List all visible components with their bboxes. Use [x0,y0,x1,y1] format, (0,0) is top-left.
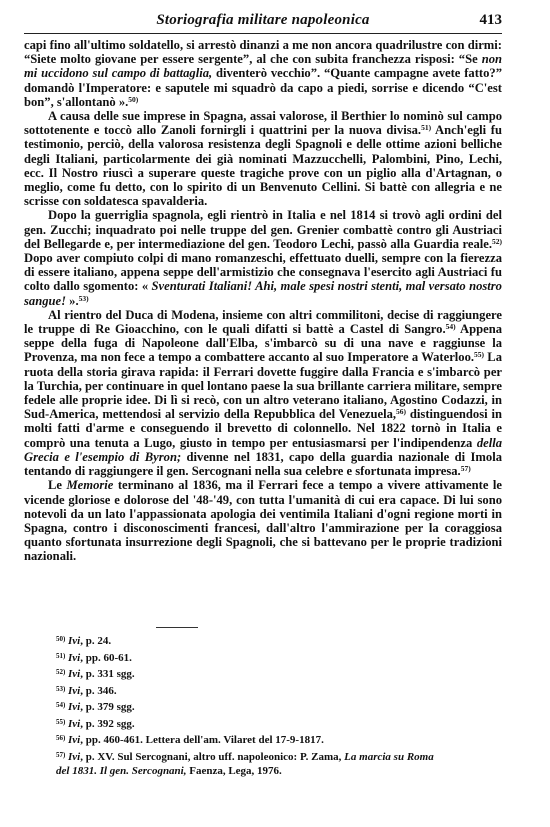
text-run: Ivi [68,651,81,664]
footnotes [56,632,502,779]
text-run: , p. 346. [80,684,117,697]
text-run: capi fino all'ultimo soldatello, si arrestò dinanzi a me non ancora quadrilustre con dirmi: “Siete molto giovane per essere sergente”, al che con subita franchezza risposi: “Se [24,38,502,67]
text-run: Memorie [66,478,114,493]
text-run: , p. 392 sgg. [80,717,135,730]
text-run: Al rientro del Duca di Modena, insieme con altri commilitoni, decise di raggiungere le truppe di Re Gioacchino, con le quali difatti si battè a Castel di Sangro. [24,307,502,337]
page-number: 413 [479,12,502,28]
footnote-number: 50) [56,635,66,643]
paragraph [24,308,502,478]
footnote-continuation [56,764,502,779]
paragraph [24,109,502,208]
text-run: Ivi [68,750,81,763]
text-run: diventerò vecchio”. “Quante campagne avete fatto?” domandò l'Imperatore: e saputele mi squadrò da capo a piedi, sorrise e dicendo “C'est bon”, s'allontanò ». [24,66,502,109]
text-run: La ruota della storia girava rapida: il Ferrari dovette fuggire dalla Francia e s'imbarcò per la Turchia, per continuare in quel lontano paese la sua brillante carriera militare, sempre fedele alle proprie idee. Di lì si recò, con un altro veterano italiano, Agostino Codazzi, in Sud-America, mettendosi al servizio della Repubblica del Venezuela, [24,350,502,422]
text-run: , p. XV. Sul Sercognani, altro uff. napoleonico: P. Zama, [80,750,345,763]
text-run: Ivi [68,684,81,697]
text-run: , p. 379 sgg. [80,701,135,713]
text-run: Ivi [68,701,81,713]
footnote-ref: 51) [421,123,432,133]
footnote [56,715,502,732]
text-run: , p. 331 sgg. [80,668,135,680]
body-text [24,38,502,564]
text-run: Ivi [68,734,81,746]
footnote [56,682,502,699]
footnote [56,698,502,715]
text-run: Dopo aver compiuto colpi di mano romanzeschi, effettuato duelli, sempre con la fierezza di essere italiano, appena seppe dell'armistizio che consegnava l'esercito agli Austriaci fu colto dallo sgomento: « [24,251,502,294]
running-title: Storiografia militare napoleonica [156,12,370,28]
text-run: A causa delle sue imprese in Spagna, assai valorose, il Berthier lo nominò sul campo sottotenente e toccò allo Zanoli fornirgli i quattrini per la nuova divisa. [24,109,502,138]
text-run: Le [48,478,67,493]
footnote-ref: 55) [474,350,485,360]
paragraph [24,208,502,307]
text-run: Appena seppe della fuga di Napoleone dall'Elba, s'imbarcò su di una nave e raggiunse la Provenza, ma non fece a tempo a combattere accanto al suo Imperatore a Waterloo. [24,322,502,365]
text-run: Ivi [68,668,81,680]
paragraph [24,38,502,109]
footnote-ref: 50) [128,94,139,104]
text-run: , pp. 460-461. Lettera dell'am. Vilaret del 17-9-1817. [80,734,324,746]
footnote-number: 53) [56,684,66,693]
paragraph [24,478,502,563]
footnote-ref: 52) [492,236,502,246]
text-run: non mi uccidono sul campo di battaglia, [24,52,502,81]
text-run: , p. 24. [80,635,112,647]
footnote [56,632,502,649]
footnote-number: 56) [56,734,66,742]
footnote [56,731,502,748]
text-run: distinguendosi in molti fatti d'arme e conseguendo il brevetto di colonnello. Nel 1822 tornò in Italia e comprò una tenuta a Lugo, giusto in tempo per entusiasmarsi per l'indipendenza [24,407,502,450]
footnote [56,649,502,666]
text-run: del 1831. Il gen. Sercognani, [56,765,187,777]
text-run: La marcia su Roma [344,750,434,763]
text-run: Ivi [68,717,81,730]
text-run: Ivi [68,635,81,647]
footnote [56,665,502,682]
footnote-ref: 56) [396,407,407,417]
footnote-number: 57) [56,750,66,759]
footnote-ref: 54) [445,322,456,332]
text-run: divenne nel 1831, capo della guardia nazionale di Imola tentando di raggiungere il gen. Sercognani nella sua celebre e sfortunata impresa. [24,449,502,479]
footnote-ref: 53) [78,293,89,303]
footnote-number: 55) [56,717,66,726]
footnote [56,748,502,779]
text-run: Dopo la guerriglia spagnola, egli rientrò in Italia e nel 1814 si trovò agli ordini del gen. Zucchi; inquadrato poi nelle truppe del gen. Grenier combattè contro gli Austriaci del Bellegarde e, per intermediazione del gen. Teodoro Lechi, passò alla Guardia reale. [24,208,502,251]
footnote-number: 52) [56,668,66,676]
text-run: Anch'egli fu testimonio, perciò, della valorosa resistenza degli Spagnoli e delle ottime azioni belliche degli Italiani, particolarmente dei già nominati Mazzucchelli, Palombini, Pino, Lechi, ecc. Il Nostro riuscì a superare queste tragiche prove con un piglio alla d'Artagnan, o meglio, come fu detto, con lo spirito di un Benvenuto Cellini. Si battè con allegria e ne scrisse con soldatesca spavalderia. [24,123,502,209]
text-run: , pp. 60-61. [80,651,132,664]
footnote-ref: 57) [460,464,471,474]
text-run: Sventurati Italiani! Ahi, male spesi nostri stenti, mal versato nostro sangue! [24,279,502,308]
header-rule [24,33,502,34]
footnote-number: 54) [56,701,66,709]
text-run: Faenza, Lega, 1976. [186,765,282,777]
running-header [24,10,502,32]
footnote-rule [156,627,198,628]
text-run: ». [66,293,79,308]
footnote-number: 51) [56,651,66,660]
text-run: della Grecia e l'esempio di Byron; [24,435,502,464]
text-run: terminano al 1836, ma il Ferrari fece a tempo a vivere attivamente le vicende gloriose e dolorose del '48-'49, con tutta l'umanità di cui era capace. Di lui sono notevoli da un lato l'appassionata apologia dei ventimila Italiani d'ogni regione morti in Spagna, contro i disconoscimenti francesi, dall'altro l'ammirazione per la coraggiosa quanto sfortunata insurrezione degli Spagnoli, che si battevano per le proprie tradizioni nazionali. [24,478,502,564]
